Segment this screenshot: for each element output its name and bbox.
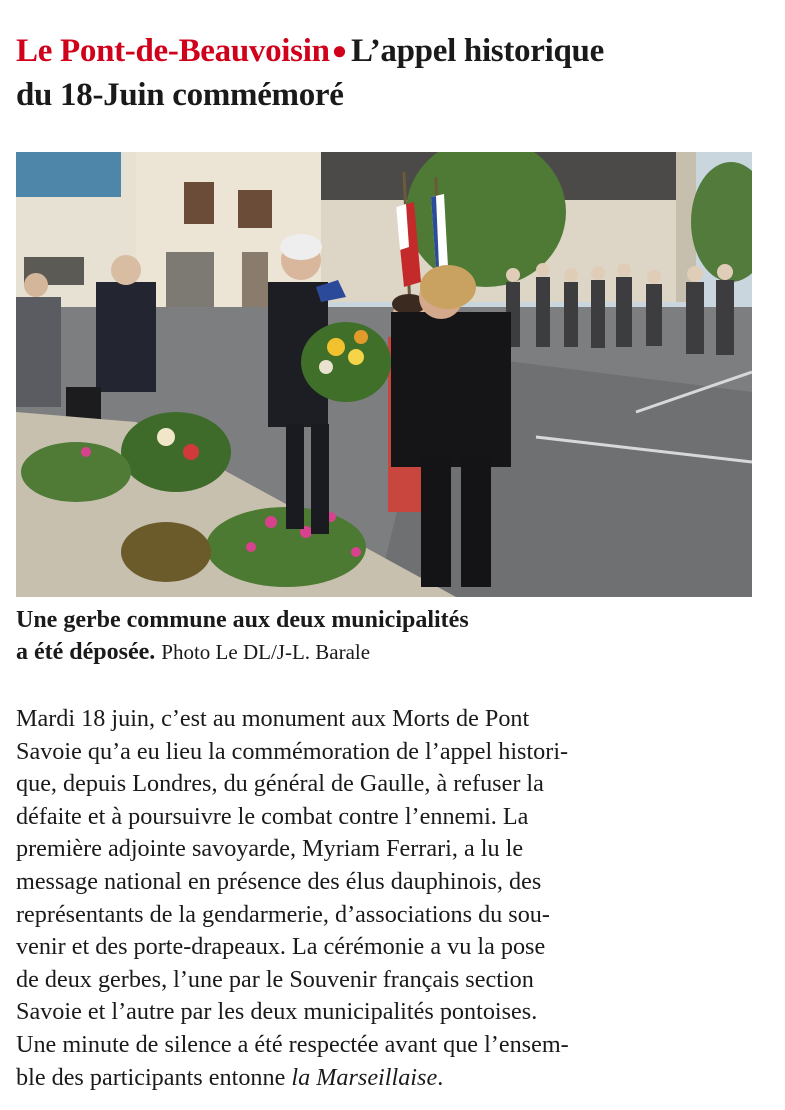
body-line: de deux gerbes, l’une par le Souvenir français section [16, 965, 534, 993]
body-line: message national en présence des élus dauphinois, des [16, 867, 542, 895]
caption-line1: Une gerbe commune aux deux municipalités [16, 607, 469, 633]
headline-title-line2: du 18-Juin commémoré [16, 77, 344, 113]
marseillaise-title: la Marseillaise [291, 1063, 438, 1091]
body-line: venir et des porte-drapeaux. La cérémonie a vu la pose [16, 933, 546, 961]
caption-line2: a été déposée. [16, 639, 156, 665]
kicker-location: Le Pont-de-Beauvoisin [16, 33, 330, 69]
body-line: Une minute de silence a été respectée avant que l’ensem- [16, 1030, 569, 1058]
body-line: représentants de la gendarmerie, d’associations du sou- [16, 900, 550, 928]
body-last-line [16, 1062, 754, 1095]
photo-caption [16, 604, 756, 668]
bullet-separator: ● [331, 36, 348, 65]
article-photo [16, 152, 752, 597]
body-last-line-start: ble des participants entonne [16, 1063, 292, 1091]
article-body [16, 703, 754, 1094]
body-line: Savoie qu’a eu lieu la commémoration de l’appel histori- [16, 737, 569, 765]
body-line: Mardi 18 juin, c’est au monument aux Morts de Pont [16, 705, 530, 732]
ceremony-photo [16, 152, 752, 597]
body-line: première adjointe savoyarde, Myriam Ferrari, a lu le [16, 835, 524, 863]
body-line: défaite et à poursuivre le combat contre l’ennemi. La [16, 802, 529, 830]
body-line: que, depuis Londres, du général de Gaulle, à refuser la [16, 770, 544, 798]
photo-credit: Photo Le DL/J-L. Barale [161, 640, 371, 664]
headline-title-line1: L’appel historique [351, 33, 604, 69]
body-last-line-end: . [437, 1063, 444, 1091]
body-line: Savoie et l’autre par les deux municipalités pontoises. [16, 998, 538, 1026]
headline [16, 30, 766, 117]
